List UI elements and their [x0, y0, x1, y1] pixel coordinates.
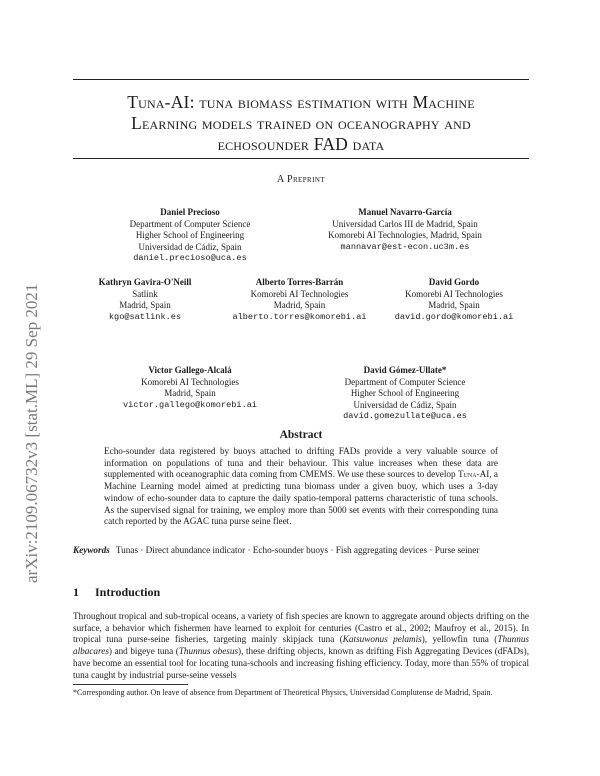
author-name: David Gómez-Ullate* [363, 365, 447, 375]
author-name: Manuel Navarro-García [358, 207, 452, 217]
author-affiliation: Madrid, Spain [164, 388, 216, 399]
author-block [70, 277, 220, 323]
abstract-text: Echo-sounder data registered by buoys attached to drifting FADs provide a very valuable source of information on populations of tuna and their behaviour. This value increases when these data are supplemented with oceanographic data coming from CMEMS. We use these sources to develop [104, 446, 498, 480]
preprint-label: A Preprint [277, 174, 325, 185]
author-affiliation: Komorebi AI Technologies [405, 288, 503, 299]
author-name: Victor Gallego-Alcalá [148, 365, 232, 375]
author-block [305, 207, 505, 253]
abstract-text: , a Machine Learning model aimed at predicting tuna biomass under a given buoy, which uses a 3-day window of echo-sounder data to capture the daily spatio-temporal patterns characteristic of tuna schools. As the supervised signal for training, we employ more than 5000 set events with their corresponding tuna catch reported by the AGAC tuna purse seine fleet. [104, 469, 498, 527]
author-email[interactable]: david.gomezullate@uca.es [343, 411, 467, 422]
section-title: Introduction [95, 585, 161, 599]
author-affiliation: Komorebi AI Technologies [141, 376, 239, 387]
section-heading [73, 585, 529, 600]
author-name: Alberto Torres-Barrán [255, 277, 344, 287]
footnote-rule [73, 684, 188, 685]
author-affiliation: Komorebi AI Technologies [250, 288, 349, 299]
body-text: Throughout tropical and sub-tropical oceans, a variety of fish species are known to aggregate around objects drifting on the surface, a behavior which fishermen have learned to exploit for centuries (Castro et al., 2002; Maufroy et al., 2015). In tropical tuna purse-seine fisheries, targeting mainly skipjack tuna ( [73, 611, 529, 645]
introduction-paragraph [73, 611, 529, 681]
species-name: Thunnus obesus [178, 646, 239, 657]
author-affiliation: Higher School of Engineering [135, 230, 245, 241]
author-block [305, 365, 505, 423]
footnote: *Corresponding author. On leave of absence from Department of Theoretical Physics, Universidad Complutense de Madrid, Spain. [73, 688, 493, 697]
body-text: ) and bigeye tuna ( [108, 646, 179, 657]
author-email[interactable]: alberto.torres@komorebi.ai [232, 311, 367, 322]
keywords-list: Tunas · Direct abundance indicator · Echo-sounder buoys · Fish aggregating devices · Purse seiner [115, 545, 480, 555]
author-affiliation: Universidad de Cádiz, Spain [138, 241, 242, 252]
abstract-body [104, 446, 498, 528]
author-affiliation: Department of Computer Science [344, 376, 466, 387]
species-name: Katsuwonus pelamis [342, 634, 422, 645]
abstract-heading: Abstract [279, 429, 323, 441]
model-name: Tuna-AI [457, 469, 490, 480]
author-affiliation: Komorebi AI Technologies, Madrid, Spain [328, 230, 482, 241]
author-name: David Gordo [428, 277, 480, 287]
body-text: ), these drifting objects, known as drifting Fish Aggregating Devices (dFADs), have become an essential tool for locating tuna-schools and increasing fishing efficiency. Today, more than 55% of tropical tuna caught by industrial purse-seine vessels [73, 646, 529, 680]
author-affiliation: Universidad de Cádiz, Spain [353, 399, 457, 410]
author-affiliation: Madrid, Spain [119, 300, 171, 311]
keywords-label: Keywords [73, 545, 110, 555]
species-name: Thunnus albacares [73, 634, 529, 657]
section-number: 1 [73, 585, 79, 599]
author-affiliation: Department of Computer Science [129, 218, 251, 229]
author-email[interactable]: mannavar@est-econ.uc3m.es [340, 241, 470, 252]
author-affiliation: Madrid, Spain [428, 300, 480, 311]
author-affiliation: Madrid, Spain [273, 300, 326, 311]
author-affiliation: Satlink [132, 288, 158, 299]
author-email[interactable]: david.gordo@komorebi.ai [394, 311, 514, 322]
title-line-3: echosounder FAD data [217, 134, 385, 154]
paper-title [73, 92, 529, 155]
body-text: ), yellowfin tuna ( [421, 634, 498, 645]
author-block [90, 207, 290, 265]
title-top-rule [73, 79, 529, 80]
title-line-1: Tuna-AI: tuna biomass estimation with Machine [127, 92, 475, 112]
title-line-2: Learning models trained on oceanography and [131, 113, 471, 133]
author-affiliation: Higher School of Engineering [350, 388, 460, 399]
author-email[interactable]: kgo@satlink.es [108, 311, 182, 322]
author-email[interactable]: daniel.precioso@uca.es [133, 253, 247, 264]
author-affiliation: Universidad Carlos III de Madrid, Spain [332, 218, 478, 229]
author-block [222, 277, 377, 323]
author-block [379, 277, 529, 323]
author-block [90, 365, 290, 411]
keywords [73, 545, 529, 557]
arxiv-identifier: arXiv:2109.06732v3 [stat.ML] 29 Sep 2021 [22, 283, 41, 583]
author-email[interactable]: victor.gallego@komorebi.ai [122, 399, 258, 410]
author-name: Daniel Precioso [160, 207, 220, 217]
author-name: Kathryn Gavira-O'Neill [98, 277, 192, 287]
title-bottom-rule [73, 158, 529, 159]
